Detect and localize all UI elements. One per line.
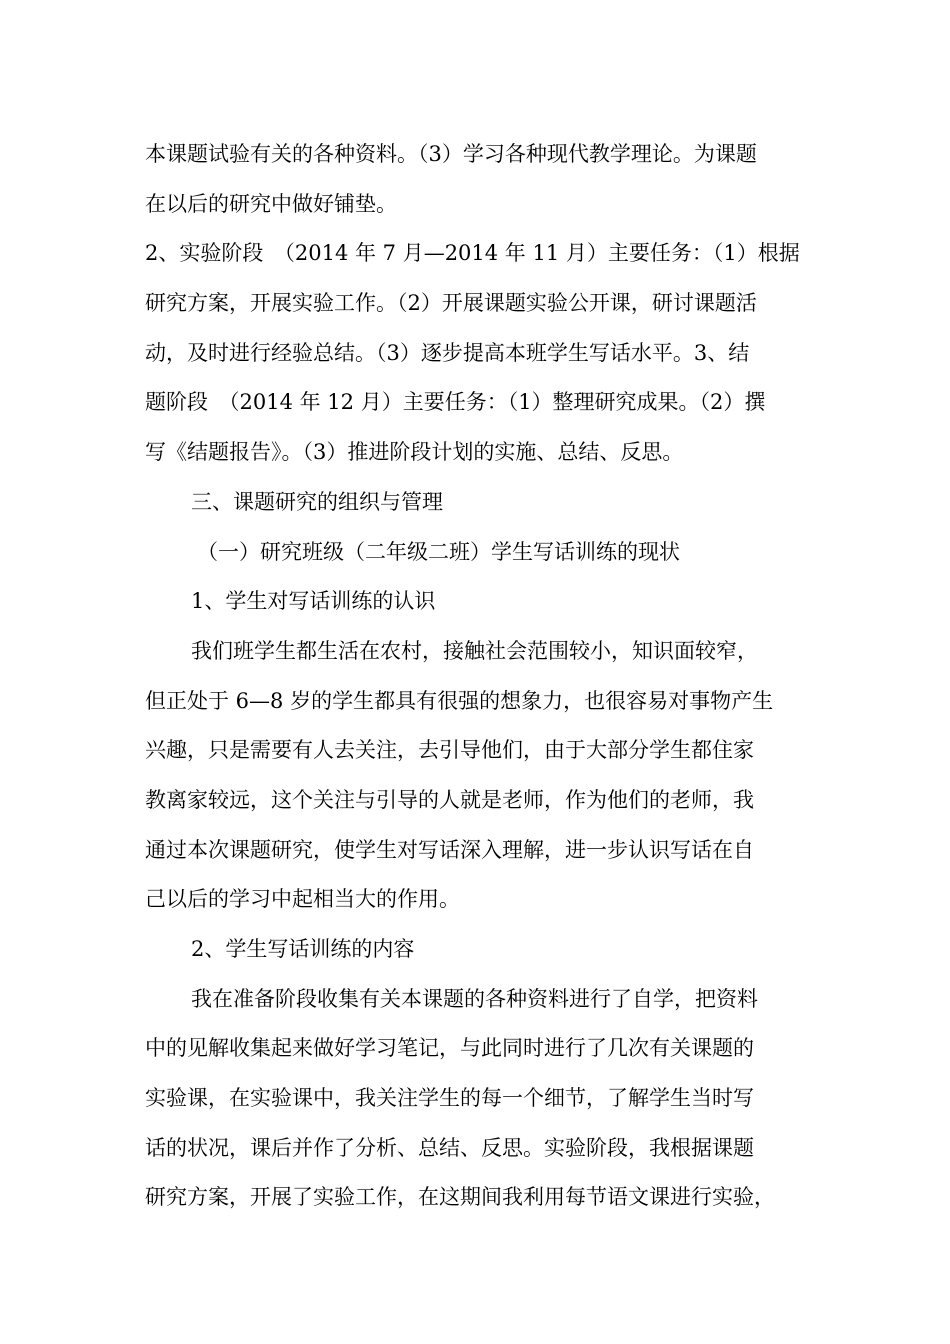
text-line: 研究方案，开展了实验工作，在这期间我利用每节语文课进行实验， — [145, 1185, 775, 1210]
text-line: 通过本次课题研究，使学生对写话深入理解，进一步认识写话在自 — [145, 837, 754, 862]
text-line: 题阶段 （2014 年 12 月）主要任务：（1）整理研究成果。（2）撰 — [145, 390, 766, 415]
item-heading: 1、学生对写话训练的认识 — [191, 589, 436, 614]
section-heading: 三、课题研究的组织与管理 — [191, 489, 443, 514]
subsection-heading: （一）研究班级（二年级二班）学生写话训练的现状 — [197, 539, 680, 564]
text-line: 己以后的学习中起相当大的作用。 — [145, 887, 460, 912]
text-line: 写《结题报告》。（3）推进阶段计划的实施、总结、反思。 — [145, 440, 684, 465]
document-page — [145, 130, 825, 1223]
paragraph-start: 我们班学生都生活在农村，接触社会范围较小，知识面较窄， — [191, 638, 758, 663]
text-line: 实验课，在实验课中，我关注学生的每一个细节，了解学生当时写 — [145, 1086, 754, 1111]
text-line: 中的见解收集起来做好学习笔记，与此同时进行了几次有关课题的 — [145, 1036, 754, 1061]
text-line: 2、实验阶段 （2014 年 7 月—2014 年 11 月）主要任务：（1）根据 — [145, 241, 800, 266]
text-line: 动，及时进行经验总结。（3）逐步提高本班学生写话水平。3、结 — [145, 340, 750, 365]
text-line: 本课题试验有关的各种资料。（3）学习各种现代教学理论。为课题 — [145, 142, 757, 166]
text-line: 在以后的研究中做好铺垫。 — [145, 191, 397, 216]
text-line: 但正处于 6—8 岁的学生都具有很强的想象力，也很容易对事物产生 — [145, 688, 774, 713]
text-line: 研究方案，开展实验工作。（2）开展课题实验公开课，研讨课题活 — [145, 291, 757, 316]
item-heading: 2、学生写话训练的内容 — [191, 937, 415, 961]
paragraph-start: 我在准备阶段收集有关本课题的各种资料进行了自学，把资料 — [191, 986, 758, 1011]
text-line: 教离家较远，这个关注与引导的人就是老师，作为他们的老师，我 — [145, 787, 754, 812]
text-line: 兴趣，只是需要有人去关注，去引导他们，由于大部分学生都住家 — [145, 738, 754, 763]
text-line: 话的状况，课后并作了分析、总结、反思。实验阶段，我根据课题 — [145, 1135, 754, 1160]
